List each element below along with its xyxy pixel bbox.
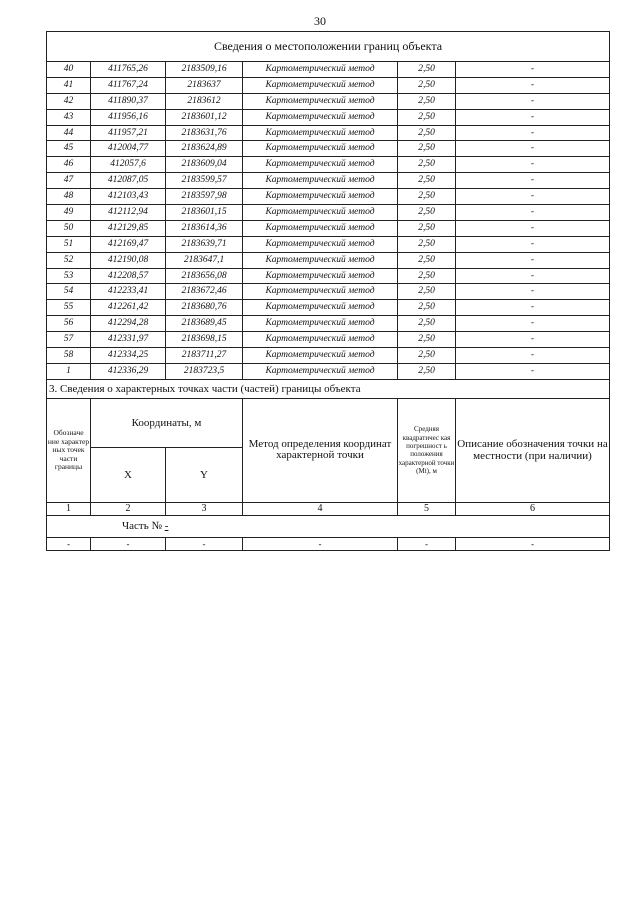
x-coord-cell: 412087,05 — [91, 173, 166, 189]
point-number-cell: 54 — [47, 284, 91, 300]
y-coord-cell: 2183612 — [166, 93, 243, 109]
blank-cell: - — [243, 537, 398, 550]
method-cell: Картометрический метод — [243, 236, 398, 252]
description-cell: - — [456, 316, 610, 332]
description-cell: - — [456, 77, 610, 93]
table-row — [47, 300, 610, 316]
page-number: 30 — [314, 14, 326, 28]
part-row — [47, 515, 610, 537]
method-cell: Картометрический метод — [243, 125, 398, 141]
method-cell: Картометрический метод — [243, 300, 398, 316]
column-number: 2 — [91, 502, 166, 515]
point-number-cell: 47 — [47, 173, 91, 189]
x-coord-cell: 412336,29 — [91, 363, 166, 379]
mt-cell: 2,50 — [398, 77, 456, 93]
table-row — [47, 157, 610, 173]
method-cell: Картометрический метод — [243, 189, 398, 205]
mt-cell: 2,50 — [398, 332, 456, 348]
x-coord-cell: 412208,57 — [91, 268, 166, 284]
blank-cell: - — [166, 537, 243, 550]
section-title-row — [47, 379, 610, 398]
x-coord-cell: 412169,47 — [91, 236, 166, 252]
description-cell: - — [456, 93, 610, 109]
method-cell: Картометрический метод — [243, 284, 398, 300]
description-cell: - — [456, 173, 610, 189]
mt-cell: 2,50 — [398, 363, 456, 379]
column-number: 6 — [456, 502, 610, 515]
table-row — [47, 252, 610, 268]
table-title: Сведения о местоположении границ объекта — [47, 32, 610, 62]
mt-cell: 2,50 — [398, 189, 456, 205]
column-number: 5 — [398, 502, 456, 515]
point-number-cell: 43 — [47, 109, 91, 125]
table-row — [47, 189, 610, 205]
method-cell: Картометрический метод — [243, 332, 398, 348]
description-cell: - — [456, 348, 610, 364]
x-coord-cell: 412103,43 — [91, 189, 166, 205]
table-row — [47, 363, 610, 379]
mt-cell: 2,50 — [398, 300, 456, 316]
y-coord-cell: 2183639,71 — [166, 236, 243, 252]
mt-cell: 2,50 — [398, 236, 456, 252]
description-cell: - — [456, 363, 610, 379]
y-coord-cell: 2183689,45 — [166, 316, 243, 332]
method-cell: Картометрический метод — [243, 173, 398, 189]
mt-cell: 2,50 — [398, 125, 456, 141]
x-coord-cell: 411765,26 — [91, 62, 166, 78]
point-number-cell: 53 — [47, 268, 91, 284]
mt-cell: 2,50 — [398, 62, 456, 78]
mt-cell: 2,50 — [398, 220, 456, 236]
x-coord-cell: 412294,28 — [91, 316, 166, 332]
point-number-cell: 40 — [47, 62, 91, 78]
column-number: 4 — [243, 502, 398, 515]
method-cell: Картометрический метод — [243, 77, 398, 93]
table-row — [47, 316, 610, 332]
x-coord-cell: 411957,21 — [91, 125, 166, 141]
y-coord-cell: 2183601,12 — [166, 109, 243, 125]
description-cell: - — [456, 220, 610, 236]
x-coord-cell: 412331,97 — [91, 332, 166, 348]
table-row — [47, 125, 610, 141]
x-coord-cell: 411767,24 — [91, 77, 166, 93]
y-coord-cell: 2183631,76 — [166, 125, 243, 141]
column-number: 3 — [166, 502, 243, 515]
header-mt: Средняя квадратичес кая погрешност ь положения характерной точки (Mt), м — [398, 398, 456, 502]
description-cell: - — [456, 189, 610, 205]
y-coord-cell: 2183656,08 — [166, 268, 243, 284]
table-row — [47, 220, 610, 236]
column-number: 1 — [47, 502, 91, 515]
method-cell: Картометрический метод — [243, 62, 398, 78]
table-row — [47, 77, 610, 93]
y-coord-cell: 2183601,15 — [166, 205, 243, 221]
table-row — [47, 62, 610, 78]
point-number-cell: 48 — [47, 189, 91, 205]
x-coord-cell: 412334,25 — [91, 348, 166, 364]
table-row — [47, 268, 610, 284]
method-cell: Картометрический метод — [243, 205, 398, 221]
point-number-cell: 51 — [47, 236, 91, 252]
method-cell: Картометрический метод — [243, 220, 398, 236]
y-coord-cell: 2183599,57 — [166, 173, 243, 189]
description-cell: - — [456, 300, 610, 316]
mt-cell: 2,50 — [398, 109, 456, 125]
header-row — [47, 398, 610, 447]
point-number-cell: 1 — [47, 363, 91, 379]
table-row — [47, 205, 610, 221]
blank-cell: - — [91, 537, 166, 550]
description-cell: - — [456, 236, 610, 252]
mt-cell: 2,50 — [398, 173, 456, 189]
description-cell: - — [456, 62, 610, 78]
point-number-cell: 52 — [47, 252, 91, 268]
y-coord-cell: 2183597,98 — [166, 189, 243, 205]
header-coords: Координаты, м — [91, 398, 243, 447]
table-row — [47, 284, 610, 300]
method-cell: Картометрический метод — [243, 93, 398, 109]
y-coord-cell: 2183711,27 — [166, 348, 243, 364]
x-coord-cell: 411890,37 — [91, 93, 166, 109]
point-number-cell: 45 — [47, 141, 91, 157]
method-cell: Картометрический метод — [243, 252, 398, 268]
header-point: Обозначе ние характер ных точек части границы — [47, 398, 91, 502]
method-cell: Картометрический метод — [243, 348, 398, 364]
method-cell: Картометрический метод — [243, 316, 398, 332]
part-value: - — [164, 520, 169, 533]
blank-cell: - — [456, 537, 610, 550]
part-label — [47, 515, 610, 537]
y-coord-cell: 2183614,36 — [166, 220, 243, 236]
method-cell: Картометрический метод — [243, 268, 398, 284]
table-row — [47, 348, 610, 364]
table-row — [47, 141, 610, 157]
x-coord-cell: 412190,08 — [91, 252, 166, 268]
x-coord-cell: 411956,16 — [91, 109, 166, 125]
description-cell: - — [456, 252, 610, 268]
description-cell: - — [456, 157, 610, 173]
x-coord-cell: 412261,42 — [91, 300, 166, 316]
description-cell: - — [456, 284, 610, 300]
point-number-cell: 46 — [47, 157, 91, 173]
x-coord-cell: 412057,6 — [91, 157, 166, 173]
blank-row — [47, 537, 610, 550]
point-number-cell: 50 — [47, 220, 91, 236]
point-number-cell: 42 — [47, 93, 91, 109]
description-cell: - — [456, 268, 610, 284]
point-number-cell: 57 — [47, 332, 91, 348]
table-row — [47, 173, 610, 189]
mt-cell: 2,50 — [398, 284, 456, 300]
method-cell: Картометрический метод — [243, 109, 398, 125]
x-coord-cell: 412233,41 — [91, 284, 166, 300]
table-row — [47, 332, 610, 348]
y-coord-cell: 2183509,16 — [166, 62, 243, 78]
description-cell: - — [456, 141, 610, 157]
header-method: Метод определения координат характерной точки — [243, 398, 398, 502]
mt-cell: 2,50 — [398, 316, 456, 332]
y-coord-cell: 2183723,5 — [166, 363, 243, 379]
table-title-row — [47, 32, 610, 62]
part-label-text: Часть № — [122, 520, 162, 533]
mt-cell: 2,50 — [398, 93, 456, 109]
point-number-cell: 58 — [47, 348, 91, 364]
table-row — [47, 109, 610, 125]
blank-cell: - — [398, 537, 456, 550]
header-description: Описание обозначения точки на местности (при наличии) — [456, 398, 610, 502]
description-cell: - — [456, 332, 610, 348]
y-coord-cell: 2183680,76 — [166, 300, 243, 316]
y-coord-cell: 2183647,1 — [166, 252, 243, 268]
y-coord-cell: 2183624,89 — [166, 141, 243, 157]
column-numbers-row — [47, 502, 610, 515]
point-number-cell: 49 — [47, 205, 91, 221]
table-row — [47, 93, 610, 109]
blank-cell: - — [47, 537, 91, 550]
method-cell: Картометрический метод — [243, 157, 398, 173]
section-title: 3. Сведения о характерных точках части (частей) границы объекта — [47, 379, 610, 398]
point-number-cell: 56 — [47, 316, 91, 332]
y-coord-cell: 2183637 — [166, 77, 243, 93]
mt-cell: 2,50 — [398, 141, 456, 157]
mt-cell: 2,50 — [398, 348, 456, 364]
x-coord-cell: 412004,77 — [91, 141, 166, 157]
table-row — [47, 236, 610, 252]
boundary-table — [46, 31, 610, 551]
description-cell: - — [456, 125, 610, 141]
y-coord-cell: 2183698,15 — [166, 332, 243, 348]
header-y: Y — [166, 447, 243, 502]
point-number-cell: 44 — [47, 125, 91, 141]
method-cell: Картометрический метод — [243, 141, 398, 157]
y-coord-cell: 2183609,04 — [166, 157, 243, 173]
y-coord-cell: 2183672,46 — [166, 284, 243, 300]
mt-cell: 2,50 — [398, 205, 456, 221]
mt-cell: 2,50 — [398, 268, 456, 284]
method-cell: Картометрический метод — [243, 363, 398, 379]
mt-cell: 2,50 — [398, 252, 456, 268]
point-number-cell: 55 — [47, 300, 91, 316]
header-x: X — [91, 447, 166, 502]
point-number-cell: 41 — [47, 77, 91, 93]
description-cell: - — [456, 109, 610, 125]
x-coord-cell: 412112,94 — [91, 205, 166, 221]
description-cell: - — [456, 205, 610, 221]
mt-cell: 2,50 — [398, 157, 456, 173]
x-coord-cell: 412129,85 — [91, 220, 166, 236]
